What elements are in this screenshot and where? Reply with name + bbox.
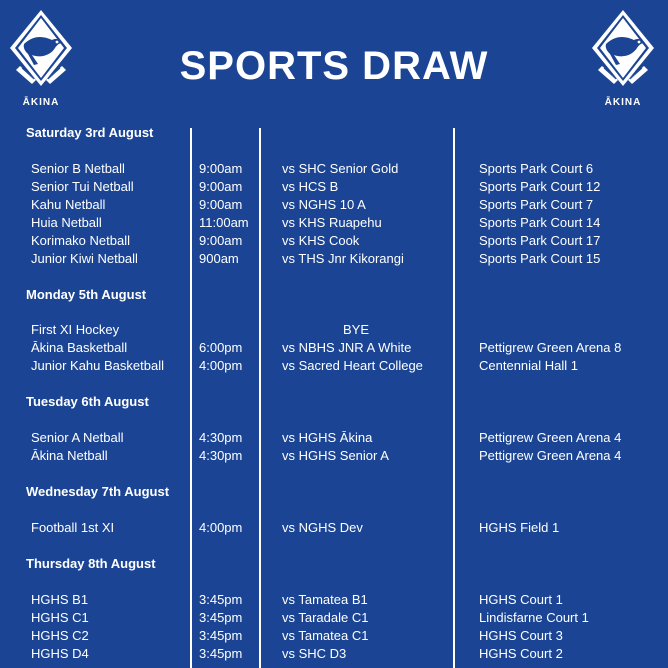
fixture-row	[0, 628, 668, 646]
opponent: vs Tamatea B1	[282, 592, 368, 607]
opponent: vs NGHS Dev	[282, 520, 363, 535]
match-time: 4:30pm	[199, 430, 243, 445]
day-heading: Saturday 3rd August	[26, 125, 154, 140]
fixture-row	[0, 646, 668, 664]
venue: Lindisfarne Court 1	[479, 610, 589, 625]
bye-label: BYE	[342, 322, 369, 337]
day-heading: Tuesday 6th August	[26, 394, 149, 409]
match-time: 4:30pm	[199, 448, 243, 463]
venue: HGHS Court 3	[479, 628, 563, 643]
team-name: Senior B Netball	[31, 161, 125, 176]
match-time: 3:45pm	[199, 628, 243, 643]
opponent: vs NBHS JNR A White	[282, 340, 412, 355]
match-time: 11:00am	[199, 215, 249, 230]
fixture-row	[0, 179, 668, 197]
opponent: vs HCS B	[282, 179, 339, 194]
logo-text: ĀKINA	[22, 97, 60, 108]
team-name: Senior Tui Netball	[31, 179, 134, 194]
match-time: 4:00pm	[199, 520, 243, 535]
opponent: vs SHC Senior Gold	[282, 161, 399, 176]
match-time: 6:00pm	[199, 340, 243, 355]
venue: Sports Park Court 15	[479, 251, 601, 266]
fixture-row	[0, 340, 668, 358]
fixture-row	[0, 161, 668, 179]
opponent: vs Tamatea C1	[282, 628, 369, 643]
venue: Pettigrew Green Arena 4	[479, 448, 622, 463]
opponent: vs Sacred Heart College	[282, 358, 423, 373]
opponent: vs THS Jnr Kikorangi	[282, 251, 404, 266]
team-name: Korimako Netball	[31, 233, 130, 248]
venue: HGHS Court 2	[479, 646, 563, 661]
venue: Pettigrew Green Arena 4	[479, 430, 622, 445]
match-time: 3:45pm	[199, 592, 243, 607]
match-time: 3:45pm	[199, 646, 243, 661]
fixture-row	[0, 215, 668, 233]
fixture-row	[0, 448, 668, 466]
venue: Sports Park Court 14	[479, 215, 601, 230]
team-name: Senior A Netball	[31, 430, 124, 445]
match-time: 3:45pm	[199, 610, 243, 625]
team-name: Ākina Netball	[31, 448, 108, 463]
fixture-row	[0, 358, 668, 376]
opponent: vs HGHS Senior A	[282, 448, 389, 463]
team-name: Huia Netball	[31, 215, 102, 230]
venue: Sports Park Court 17	[479, 233, 601, 248]
team-name: Football 1st XI	[31, 520, 115, 535]
fixture-row	[0, 197, 668, 215]
match-time: 9:00am	[199, 161, 243, 176]
opponent: vs KHS Ruapehu	[282, 215, 382, 230]
fixture-row	[0, 322, 668, 340]
opponent: vs Taradale C1	[282, 610, 369, 625]
team-name: HGHS C1	[31, 610, 89, 625]
fixture-row	[0, 251, 668, 269]
logo-text: ĀKINA	[604, 97, 642, 108]
venue: HGHS Field 1	[479, 520, 560, 535]
opponent: vs NGHS 10 A	[282, 197, 366, 212]
venue: HGHS Court 1	[479, 592, 563, 607]
fixture-row	[0, 520, 668, 538]
team-name: HGHS B1	[31, 592, 89, 607]
day-heading: Wednesday 7th August	[26, 484, 170, 499]
page-title: SPORTS DRAW	[179, 44, 489, 88]
match-time: 9:00am	[199, 233, 243, 248]
team-name: First XI Hockey	[31, 322, 120, 337]
venue: Sports Park Court 7	[479, 197, 594, 212]
day-heading: Monday 5th August	[26, 287, 147, 302]
match-time: 4:00pm	[199, 358, 243, 373]
fixture-row	[0, 592, 668, 610]
team-name: Kahu Netball	[31, 197, 106, 212]
team-name: Ākina Basketball	[31, 340, 128, 355]
fixture-row	[0, 233, 668, 251]
venue: Sports Park Court 12	[479, 179, 601, 194]
fixture-row	[0, 610, 668, 628]
match-time: 9:00am	[199, 197, 243, 212]
venue: Sports Park Court 6	[479, 161, 594, 176]
team-name: HGHS D4	[31, 646, 89, 661]
fixture-row	[0, 430, 668, 448]
venue: Pettigrew Green Arena 8	[479, 340, 622, 355]
opponent: vs SHC D3	[282, 646, 347, 661]
team-name: Junior Kiwi Netball	[31, 251, 138, 266]
team-name: Junior Kahu Basketball	[31, 358, 164, 373]
team-name: HGHS C2	[31, 628, 89, 643]
match-time: 900am	[199, 251, 239, 266]
opponent: vs HGHS Ākina	[282, 430, 373, 445]
day-heading: Thursday 8th August	[26, 556, 156, 571]
match-time: 9:00am	[199, 179, 243, 194]
venue: Centennial Hall 1	[479, 358, 579, 373]
opponent: vs KHS Cook	[282, 233, 360, 248]
